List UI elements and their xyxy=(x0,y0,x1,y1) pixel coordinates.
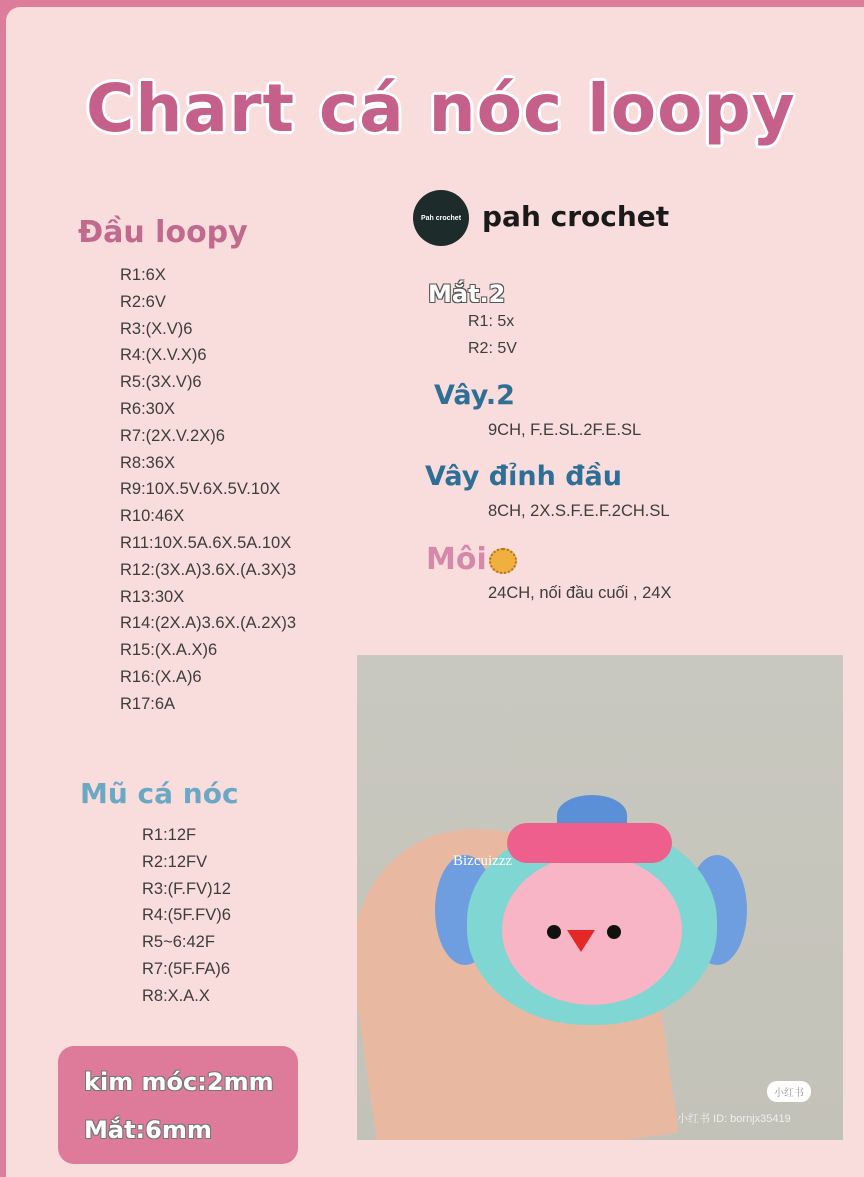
eye-size: Mắt:6mm xyxy=(84,1116,212,1144)
logo-text: Pah crochet xyxy=(420,214,462,222)
tools-box xyxy=(58,1046,298,1164)
pattern-row: R7:(2X.V.2X)6 xyxy=(120,426,225,445)
pattern-row: R4:(X.V.X)6 xyxy=(120,346,207,365)
xiaohongshu-badge: 小红书 xyxy=(767,1081,811,1102)
hat-rows xyxy=(142,822,231,1010)
page-title: Chart cá nóc loopy xyxy=(86,70,796,147)
pattern-row: R6:30X xyxy=(120,399,176,418)
pattern-row: R8:X.A.X xyxy=(142,986,210,1005)
eye-right xyxy=(607,925,621,939)
eyes-heading: Mắt.2 xyxy=(428,280,506,308)
pattern-row: R12:(3X.A)3.6X.(A.3X)3 xyxy=(120,560,297,579)
lips-heading xyxy=(426,542,517,577)
eyes-rows xyxy=(468,308,517,362)
hat-heading: Mũ cá nóc xyxy=(80,777,239,810)
pattern-row: R1:6X xyxy=(120,266,166,284)
pattern-row: R1:12F xyxy=(142,826,197,844)
lips-heading-text: Môi xyxy=(426,542,487,577)
fins-text: 9CH, F.E.SL.2F.E.SL xyxy=(488,421,642,439)
lips-text: 24CH, nối đầu cuối , 24X xyxy=(488,584,672,602)
hook-size: kim móc:2mm xyxy=(84,1068,274,1096)
product-photo xyxy=(357,655,843,1140)
pattern-row: R5~6:42F xyxy=(142,933,215,952)
pattern-row: R15:(X.A.X)6 xyxy=(120,641,218,660)
head-rows xyxy=(120,262,296,718)
brand-logo xyxy=(413,190,469,246)
pattern-row: R9:10X.5V.6X.5V.10X xyxy=(120,480,281,499)
top-fin-heading: Vây đỉnh đầu xyxy=(425,461,623,492)
pattern-row: R2:12FV xyxy=(142,852,208,871)
photo-watermark: Bizcuizzz xyxy=(453,853,513,869)
pufferfish-icon xyxy=(489,548,517,574)
pattern-row: R5:(3X.V)6 xyxy=(120,373,202,392)
pattern-row: R13:30X xyxy=(120,587,185,606)
fins-heading: Vây.2 xyxy=(434,380,515,411)
head-heading: Đầu loopy xyxy=(78,215,248,250)
pattern-row: R16:(X.A)6 xyxy=(120,667,202,686)
pattern-row: R7:(5F.FA)6 xyxy=(142,959,231,978)
pattern-row: R17:6A xyxy=(120,694,176,713)
pattern-row: R14:(2X.A)3.6X.(A.2X)3 xyxy=(120,614,297,633)
eye-left xyxy=(547,925,561,939)
pattern-row: R8:36X xyxy=(120,453,176,472)
pattern-row: R4:(5F.FV)6 xyxy=(142,906,231,925)
nose xyxy=(567,930,595,952)
pattern-row: R2: 5V xyxy=(468,340,517,357)
pattern-row: R3:(F.FV)12 xyxy=(142,879,231,898)
pattern-row: R10:46X xyxy=(120,507,185,526)
xiaohongshu-id: 小红书 ID: bornjx35419 xyxy=(677,1113,791,1125)
hat-band xyxy=(507,823,672,863)
pattern-row: R1: 5x xyxy=(468,313,515,330)
pattern-row: R3:(X.V)6 xyxy=(120,319,193,338)
pattern-row: R2:6V xyxy=(120,292,166,311)
brand-name: pah crochet xyxy=(482,200,670,233)
pattern-row: R11:10X.5A.6X.5A.10X xyxy=(120,533,292,552)
top-fin-text: 8CH, 2X.S.F.E.F.2CH.SL xyxy=(488,502,670,520)
